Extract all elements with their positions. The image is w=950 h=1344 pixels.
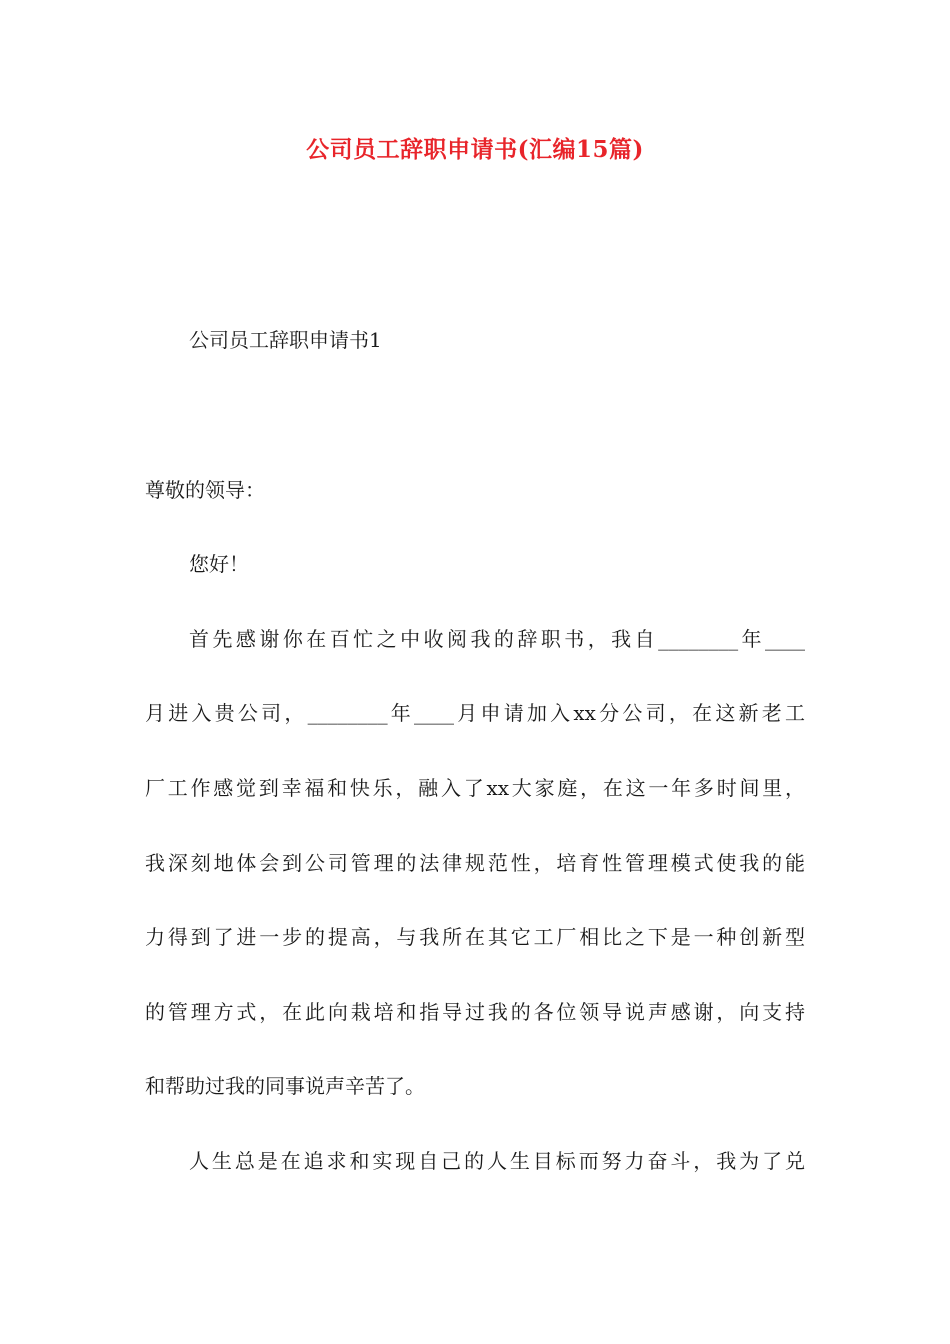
section-heading: 公司员工辞职申请书1 <box>189 328 382 352</box>
paragraph-line: 人生总是在追求和实现自己的人生目标而努力奋斗，我为了兑 <box>189 1149 805 1173</box>
paragraph-line: 和帮助过我的同事说声辛苦了。 <box>145 1074 425 1098</box>
paragraph-line: 力得到了进一步的提高，与我所在其它工厂相比之下是一种创新型 <box>145 925 805 949</box>
greeting: 您好！ <box>189 552 249 576</box>
paragraph-line: 我深刻地体会到公司管理的法律规范性，培育性管理模式使我的能 <box>145 851 805 875</box>
salutation: 尊敬的领导： <box>145 478 265 502</box>
document-title: 公司员工辞职申请书(汇编15篇) <box>306 136 644 163</box>
paragraph-line: 首先感谢你在百忙之中收阅我的辞职书，我自________年____ <box>189 627 805 651</box>
paragraph-line: 的管理方式，在此向栽培和指导过我的各位领导说声感谢，向支持 <box>145 1000 805 1024</box>
paragraph-line: 厂工作感觉到幸福和快乐，融入了xx大家庭，在这一年多时间里， <box>145 776 805 800</box>
paragraph-line: 月进入贵公司，________年____月申请加入xx分公司，在这新老工 <box>145 701 805 725</box>
